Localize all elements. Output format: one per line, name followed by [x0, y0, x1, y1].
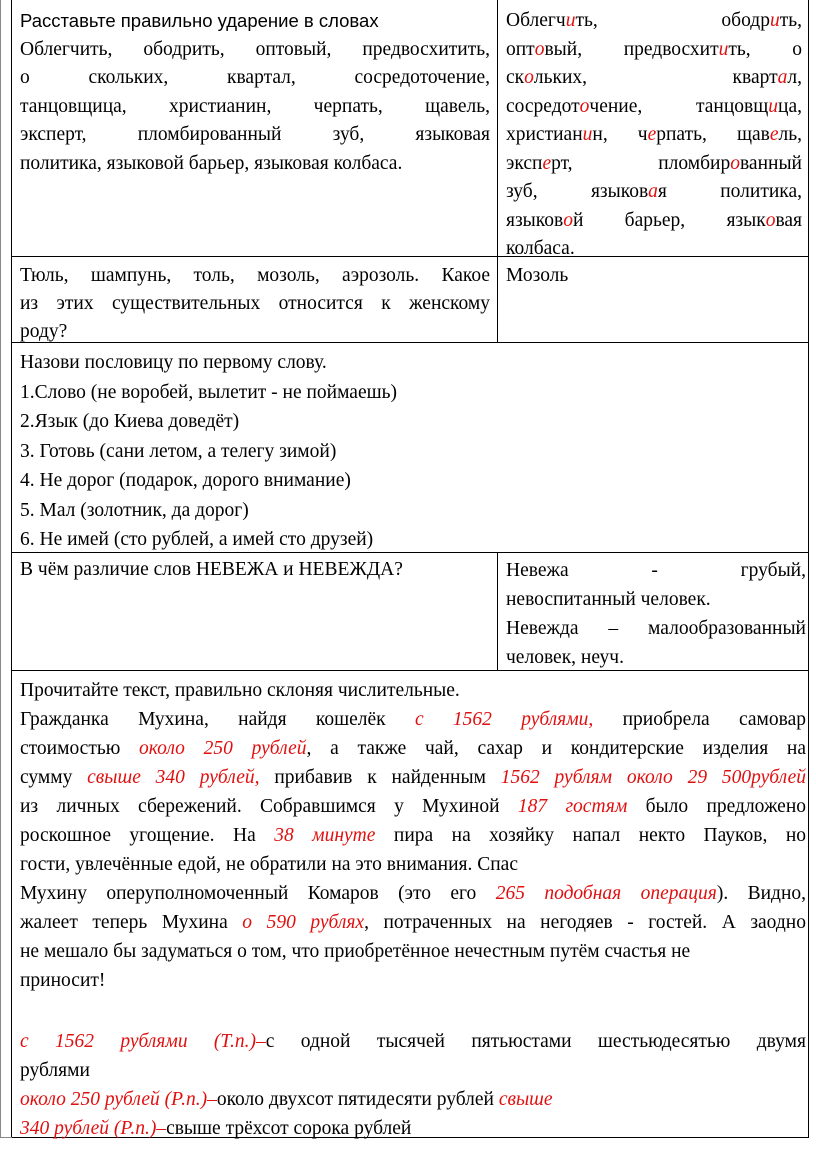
- row1-task-line: Расставьте правильно ударение в словах: [20, 10, 379, 31]
- row1-task-line: о скольких, квартал, сосредоточение,: [20, 67, 490, 88]
- text-line: из личных сбережений. Собравшимся у Мухиной 187 гостям было предложено: [20, 796, 807, 817]
- table-left-border: [11, 0, 12, 1138]
- answer-line: 340 рублей (Р.п.)–свыше трёхсот сорока рублей: [20, 1118, 412, 1139]
- row2-task-line: из этих существительных относится к женскому: [20, 293, 490, 314]
- column-divider-row1: [497, 0, 498, 342]
- column-divider-row4: [497, 552, 498, 670]
- proverb-line: 6. Не имей (сто рублей, а имей сто друзей): [20, 529, 374, 550]
- text-line: гости, увлечённые едой, не обратили на это внимания. Спас: [20, 854, 518, 875]
- text-line: не мешало бы задуматься о том, что приобретённое нечестным путём счастья не: [20, 941, 691, 962]
- row1-task-line: эксперт, пломбированный зуб, языковая: [20, 124, 490, 145]
- proverb-line: 3. Готовь (сани летом, а телегу зимой): [20, 440, 337, 462]
- row1-task-line: танцовщица, христианин, черпать, щавель,: [20, 95, 490, 117]
- row4-answer: [506, 556, 806, 672]
- answer-line: Невежда – малообразованный: [506, 618, 806, 639]
- row3-proverbs: [20, 348, 720, 555]
- row1-task: [20, 7, 490, 178]
- row2-task-line: роду?: [20, 321, 68, 342]
- answer-line: невоспитанный человек.: [506, 589, 711, 610]
- answer-line: рублями: [20, 1060, 90, 1081]
- row5-text: [20, 676, 806, 1143]
- row2-task: [20, 262, 490, 346]
- row4-question: В чём различие слов НЕВЕЖА и НЕВЕЖДА?: [20, 559, 403, 580]
- answer-line: Невежа - грубый,: [506, 560, 806, 581]
- text-line: роскошное угощение. На 38 минуте пира на хозяйку напал некто Пауков, но: [20, 825, 806, 846]
- answer-line: с 1562 рублями (Т.п.)–с одной тысячей пятьюстами шестьюдесятью двумя: [20, 1031, 806, 1052]
- answer-line: христианин, черпать, щавель,: [506, 124, 803, 145]
- text-line: приносит!: [20, 970, 106, 991]
- answer-line: скольких, квартал,: [506, 67, 802, 88]
- answer-line: эксперт, пломбированный: [506, 152, 802, 174]
- proverb-line: 1.Слово (не воробей, вылетит - не поймаешь): [20, 381, 398, 403]
- proverb-line: 2.Язык (до Киева доведёт): [20, 411, 240, 432]
- answer-line: около 250 рублей (Р.п.)–около двухсот пятидесяти рублей свыше: [20, 1089, 553, 1110]
- page-bottom-line: [0, 1137, 12, 1138]
- table-outer-left: [0, 0, 1, 1138]
- proverb-line: 4. Не дорог (подарок, дорого внимание): [20, 470, 351, 491]
- proverb-heading: Назови пословицу по первому слову.: [20, 352, 327, 373]
- row1-answer: [506, 7, 802, 264]
- row2-task-line: Тюль, шампунь, толь, мозоль, аэрозоль. Какое: [20, 265, 490, 286]
- answer-line: оптовый, предвосхитить, о: [506, 38, 802, 60]
- table-right-border: [808, 0, 809, 1138]
- task-heading: Прочитайте текст, правильно склоняя числительные.: [20, 680, 460, 701]
- proverb-line: 5. Мал (золотник, да дорог): [20, 499, 249, 521]
- answer-line: человек, неуч.: [506, 647, 624, 668]
- text-line: стоимостью около 250 рублей, а также чай, сахар и кондитерские изделия на: [20, 738, 806, 759]
- answer-line: Облегчить, ободрить,: [506, 10, 802, 31]
- answer-line: языковой барьер, языковая: [506, 209, 803, 231]
- answer-line: колбаса.: [506, 238, 575, 259]
- row2-answer: Мозоль: [506, 265, 569, 286]
- text-line: жалеет теперь Мухина о 590 рублях, потраченных на негодяев - гостей. А заодно: [20, 912, 806, 933]
- row1-task-line: политика, языковой барьер, языковая колбаса.: [20, 152, 403, 174]
- blank-line: [20, 995, 806, 1024]
- text-line: Гражданка Мухина, найдя кошелёк с 1562 рублями, приобрела самовар: [20, 709, 806, 730]
- row1-task-line: Облегчить, ободрить, оптовый, предвосхитить,: [20, 38, 490, 60]
- answer-line: сосредоточение, танцовщица,: [506, 95, 802, 117]
- text-line: Мухину оперуполномоченный Комаров (это его 265 подобная операция). Видно,: [20, 883, 807, 904]
- answer-line: зуб, языковая политика,: [506, 181, 802, 202]
- text-line: сумму свыше 340 рублей, прибавив к найденным 1562 рублям около 29 500рублей: [20, 767, 807, 788]
